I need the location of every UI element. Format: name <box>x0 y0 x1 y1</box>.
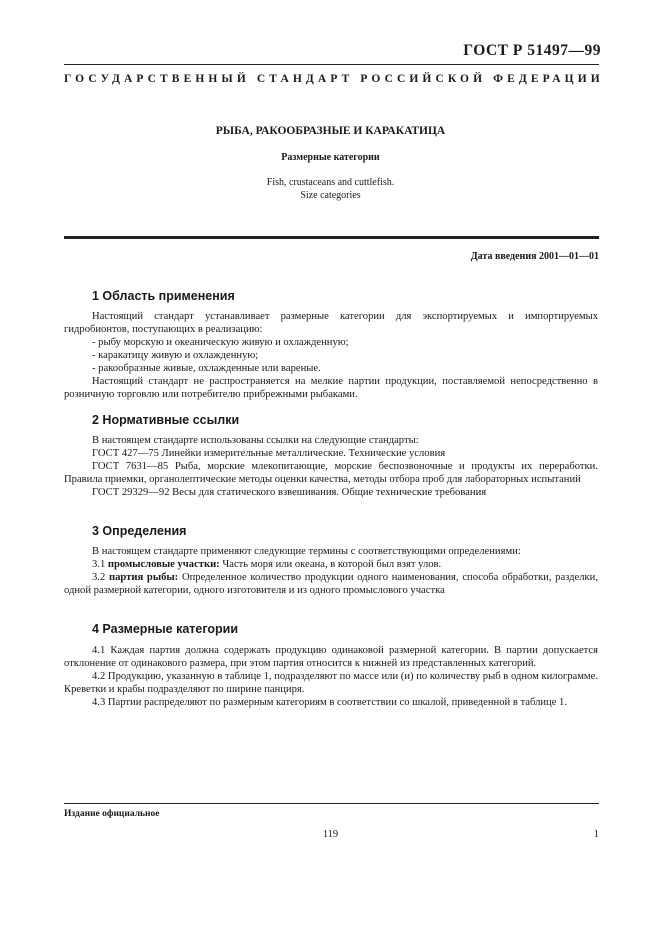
header-rule <box>64 64 599 65</box>
section-2-body <box>64 434 598 499</box>
clause-4-3: 4.3 Партии распределяют по размерным категориям в соответствии со шкалой, приведенной в таблице 1. <box>92 697 567 708</box>
title-rule <box>64 236 599 239</box>
english-title-line-2: Size categories <box>300 190 361 201</box>
definition-1-term: промысловые участки: <box>107 559 220 570</box>
section-3-body <box>64 545 598 597</box>
section-1-body <box>64 310 598 401</box>
reference-2: ГОСТ 7631—85 Рыба, морские млекопитающие, морские беспозвоночные и продукты их переработки. Правила приемки, органолептические методы оценки качества, методы отбора проб для лабораторных испытаний <box>64 461 598 485</box>
english-title <box>0 176 661 202</box>
section-3-heading: 3 Определения <box>92 524 187 538</box>
definition-1-text: Часть моря или океана, в которой был взят улов. <box>222 559 442 570</box>
definition-1-number: 3.1 <box>92 559 106 570</box>
clause-4-2: 4.2 Продукцию, указанную в таблице 1, подразделяют по массе или (и) по количеству рыб в одном килограмме. Креветки и крабы подразделяют по ширине панциря. <box>64 671 598 695</box>
reference-1: ГОСТ 427—75 Линейки измерительные металлические. Технические условия <box>92 448 446 459</box>
english-title-line-1: Fish, crustaceans and cuttlefish. <box>266 177 395 188</box>
sheet-number: 1 <box>593 829 599 840</box>
definition-2-term: партия рыбы: <box>109 572 179 583</box>
section-1-paragraph-2: Настоящий стандарт не распространяется на мелкие партии продукции, поставляемой непосредственно в розничную торговлю или потребителю прибрежными рыбаками. <box>64 376 598 400</box>
section-4-body <box>64 644 598 709</box>
page-number: 119 <box>322 829 339 840</box>
scope-item-2: - каракатицу живую и охлажденную; <box>92 350 259 361</box>
document-subtitle: Размерные категории <box>281 152 380 163</box>
introduction-date: Дата введения 2001—01—01 <box>470 251 599 262</box>
section-1-heading: 1 Область применения <box>92 289 235 303</box>
scope-item-1: - рыбу морскую и океаническую живую и охлажденную; <box>92 337 349 348</box>
state-standard-title: ГОСУДАРСТВЕННЫЙ СТАНДАРТ РОССИЙСКОЙ ФЕДЕРАЦИИ <box>64 73 604 85</box>
section-4-heading: 4 Размерные категории <box>92 622 239 636</box>
section-2-paragraph-1: В настоящем стандарте использованы ссылки на следующие стандарты: <box>92 435 419 446</box>
section-3-paragraph-1: В настоящем стандарте применяют следующие термины с соответствующими определениями: <box>92 546 521 557</box>
definition-1 <box>64 558 598 571</box>
reference-3: ГОСТ 29329—92 Весы для статического взвешивания. Общие технические требования <box>92 487 487 498</box>
definition-2-text: Определенное количество продукции одного наименования, способа обработки, разделки, одной размерной категории, одного изготовителя и из одного промыслового участка <box>64 572 598 596</box>
clause-4-1: 4.1 Каждая партия должна содержать продукцию одинаковой размерной категории. В партии допускается отклонение от одинакового размера, при этом партия относится к нижней из представленных категорий. <box>64 645 598 669</box>
scope-item-3: - ракообразные живые, охлажденные или вареные. <box>92 363 321 374</box>
definition-2-number: 3.2 <box>92 572 106 583</box>
section-1-paragraph-1: Настоящий стандарт устанавливает размерные категории для экспортируемых и импортируемых гидробионтов, поступающих в реализацию: <box>64 311 598 335</box>
official-edition-label: Издание официальное <box>64 809 160 819</box>
footer-rule <box>64 803 599 804</box>
document-title: РЫБА, РАКООБРАЗНЫЕ И КАРАКАТИЦА <box>215 125 446 137</box>
section-2-heading: 2 Нормативные ссылки <box>92 413 240 427</box>
definition-2 <box>64 571 598 597</box>
document-code: ГОСТ Р 51497—99 <box>463 42 601 59</box>
